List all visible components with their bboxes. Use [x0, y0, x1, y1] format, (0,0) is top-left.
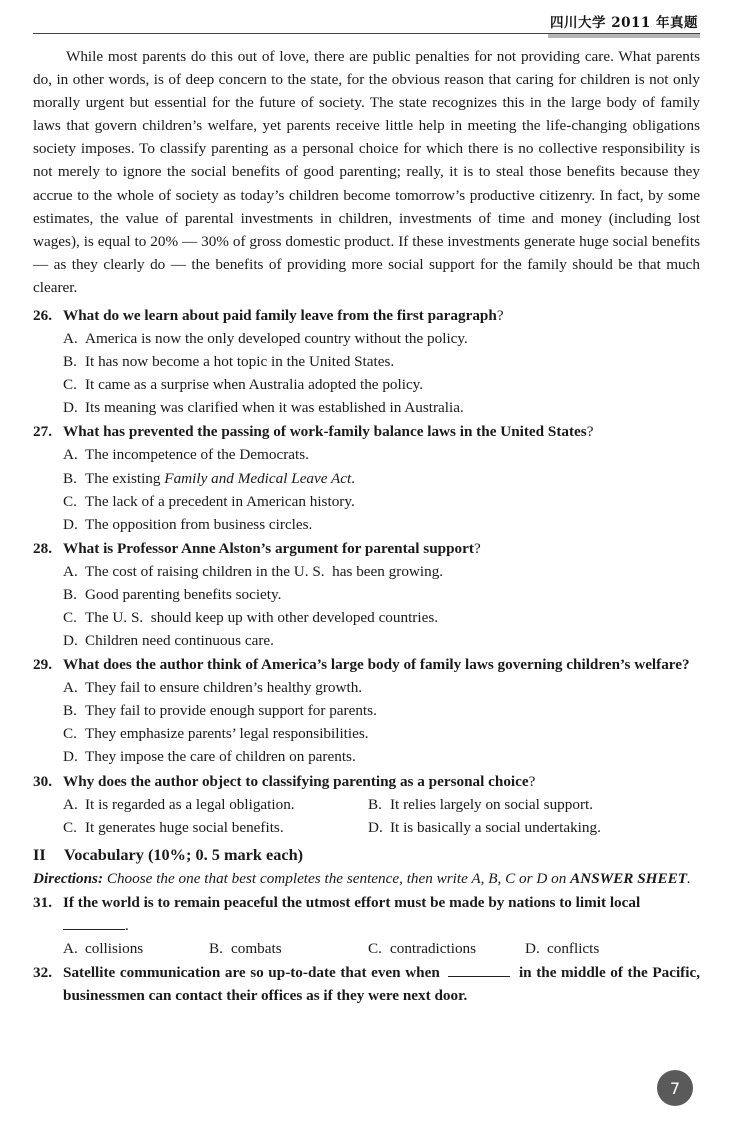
stem-end: .: [125, 916, 129, 934]
option-letter: C.: [368, 939, 382, 957]
question-mark: ?: [496, 307, 504, 325]
option-a[interactable]: [33, 676, 700, 699]
option-a[interactable]: [33, 443, 700, 466]
option-letter: A.: [63, 939, 78, 957]
option-text: Good parenting benefits society.: [85, 585, 282, 603]
question-number: 26.: [33, 307, 52, 325]
option-row: [33, 793, 700, 816]
question-number: 30.: [33, 772, 52, 790]
option-text: They fail to ensure children’s healthy growth.: [85, 679, 363, 697]
page-number-badge: [657, 1070, 693, 1106]
question-number: 29.: [33, 656, 52, 674]
option-c[interactable]: [33, 606, 700, 629]
option-letter: B.: [209, 939, 223, 957]
option-c[interactable]: [33, 373, 700, 396]
question-stem: [33, 420, 700, 443]
question-text: Why does the author object to classifying parenting as a personal choice: [63, 772, 529, 790]
question-26: [33, 304, 700, 419]
section-number: II: [33, 844, 46, 864]
option-letter: C.: [63, 492, 77, 510]
option-letter: A.: [63, 795, 78, 813]
option-letter: B.: [63, 702, 77, 720]
page-number: 7: [669, 1078, 681, 1098]
option-letter: D.: [63, 399, 78, 417]
answer-blank[interactable]: [448, 962, 510, 977]
answer-sheet-label: ANSWER SHEET: [570, 869, 688, 887]
option-text: They fail to provide enough support for parents.: [85, 702, 377, 720]
question-stem: [33, 770, 700, 793]
option-c[interactable]: [63, 816, 368, 839]
question-text-after: in the middle of the Pacific, businessmen can contact their offices as if they were next door.: [63, 964, 700, 1004]
page-content: [33, 45, 700, 1007]
option-text: They impose the care of children on parents.: [85, 748, 356, 766]
directions: [33, 867, 700, 890]
option-letter: B.: [63, 469, 77, 487]
option-d[interactable]: [33, 629, 700, 652]
option-text: The incompetence of the Democrats.: [85, 446, 309, 464]
directions-label: Directions:: [33, 869, 104, 887]
option-letter: A.: [63, 446, 78, 464]
question-text: What do we learn about paid family leave from the first paragraph: [63, 307, 497, 325]
option-letter: D.: [63, 632, 78, 650]
section-title: Vocabulary (10%; 0. 5 mark each): [64, 844, 304, 864]
option-letter: D.: [63, 748, 78, 766]
option-letter: A.: [63, 679, 78, 697]
section-heading: [33, 843, 700, 867]
option-letter: B.: [63, 585, 77, 603]
question-number: 27.: [33, 423, 52, 441]
option-b[interactable]: [209, 937, 368, 960]
question-text: What is Professor Anne Alston’s argument for parental support: [63, 539, 474, 557]
option-text: It has now become a hot topic in the United States.: [85, 353, 395, 371]
option-d[interactable]: [33, 396, 700, 419]
question-number: 31.: [33, 893, 52, 911]
directions-text: Choose the one that best completes the sentence, then write A, B, C or D on: [103, 869, 571, 887]
option-text: The cost of raising children in the U. S. has been growing.: [85, 562, 444, 580]
question-stem: [33, 653, 700, 676]
option-text: conflicts: [547, 939, 600, 957]
option-b[interactable]: [33, 350, 700, 373]
option-text: It is basically a social undertaking.: [390, 818, 601, 836]
option-letter: C.: [63, 376, 77, 394]
option-c[interactable]: [368, 937, 525, 960]
question-27: [33, 420, 700, 535]
option-text: The lack of a precedent in American history.: [85, 492, 355, 510]
header-accent-band: [548, 34, 700, 38]
option-letter: C.: [63, 725, 77, 743]
passage-paragraph: While most parents do this out of love, there are public penalties for not providing care. What parents do, in other words, is of deep concern to the state, for the obvious reason that caring for children is not only morally urgent but essential for the future of society. The state recognizes this in the large body of family laws that govern children’s welfare, yet parents receive little help in meeting the life-changing obligations society imposes. To classify parenting as a personal choice for which there is no collective responsibility is not merely to ignore the social benefits of good parenting; really, it is to steal those benefits because they accrue to the whole of society as today’s children become tomorrow’s productive citizenry. In fact, by some estimates, the value of parental investments in children, investments of time and money (including lost wages), is equal to 20% — 30% of gross domestic product. If these investments generate huge social benefits — as they clearly do — the benefits of providing more social support for the family should be that much clearer.: [33, 48, 700, 296]
option-text-end: .: [351, 469, 356, 487]
option-a[interactable]: [33, 327, 700, 350]
option-d[interactable]: [33, 745, 700, 768]
question-mark: ?: [586, 423, 594, 441]
option-letter: A.: [63, 330, 78, 348]
option-letter: B.: [63, 353, 77, 371]
option-b[interactable]: [33, 583, 700, 606]
option-text: It came as a surprise when Australia adopted the policy.: [85, 376, 424, 394]
option-a[interactable]: [63, 793, 368, 816]
option-text: Its meaning was clarified when it was established in Australia.: [85, 399, 464, 417]
option-letter: D.: [63, 515, 78, 533]
directions-end: .: [687, 869, 691, 887]
option-letter: C.: [63, 818, 77, 836]
option-a[interactable]: [33, 560, 700, 583]
option-d[interactable]: [33, 513, 700, 536]
option-text: America is now the only developed country without the policy.: [85, 330, 468, 348]
question-28: [33, 537, 700, 652]
option-b[interactable]: [33, 699, 700, 722]
question-stem: [33, 891, 700, 914]
question-29: [33, 653, 700, 768]
question-text: What does the author think of America’s large body of family laws governing children’s welfare?: [63, 656, 690, 674]
option-letter: B.: [368, 795, 382, 813]
option-text: The U. S. should keep up with other developed countries.: [85, 608, 439, 626]
act-title: Family and Medical Leave Act: [164, 469, 352, 487]
question-mark: ?: [473, 539, 481, 557]
option-c[interactable]: [33, 490, 700, 513]
option-b[interactable]: [368, 793, 593, 816]
question-number: 28.: [33, 539, 52, 557]
page-header-title: 四川大学 2011 年真题: [550, 15, 698, 31]
option-text: It relies largely on social support.: [390, 795, 594, 813]
question-30: [33, 770, 700, 839]
question-text: What has prevented the passing of work-family balance laws in the United States: [63, 423, 587, 441]
option-b[interactable]: [33, 467, 700, 490]
question-text-before: Satellite communication are so up-to-date that even when: [63, 964, 440, 981]
question-32: [33, 961, 700, 1007]
option-letter: D.: [525, 939, 540, 957]
option-text: It is regarded as a legal obligation.: [85, 795, 295, 813]
option-text: The opposition from business circles.: [85, 515, 313, 533]
option-a[interactable]: [63, 937, 209, 960]
answer-blank-line: [33, 914, 700, 937]
option-letter: C.: [63, 608, 77, 626]
option-text: It generates huge social benefits.: [85, 818, 284, 836]
option-row: [33, 816, 700, 839]
question-stem: [33, 304, 700, 327]
question-mark: ?: [528, 772, 536, 790]
question-text: If the world is to remain peaceful the utmost effort must be made by nations to limit local: [63, 893, 641, 911]
question-number: 32.: [33, 964, 52, 981]
answer-blank[interactable]: [63, 915, 125, 930]
question-stem: [33, 961, 700, 1007]
option-letter: A.: [63, 562, 78, 580]
option-text: Children need continuous care.: [85, 632, 274, 650]
option-letter: D.: [368, 818, 383, 836]
option-d[interactable]: [525, 937, 599, 960]
option-c[interactable]: [33, 722, 700, 745]
option-text: The existing: [85, 469, 165, 487]
option-row: [33, 937, 700, 960]
option-text: contradictions: [390, 939, 477, 957]
question-stem: [33, 537, 700, 560]
option-d[interactable]: [368, 816, 601, 839]
option-text: combats: [231, 939, 282, 957]
option-text: collisions: [85, 939, 144, 957]
question-31: [33, 891, 700, 960]
option-text: They emphasize parents’ legal responsibilities.: [85, 725, 369, 743]
